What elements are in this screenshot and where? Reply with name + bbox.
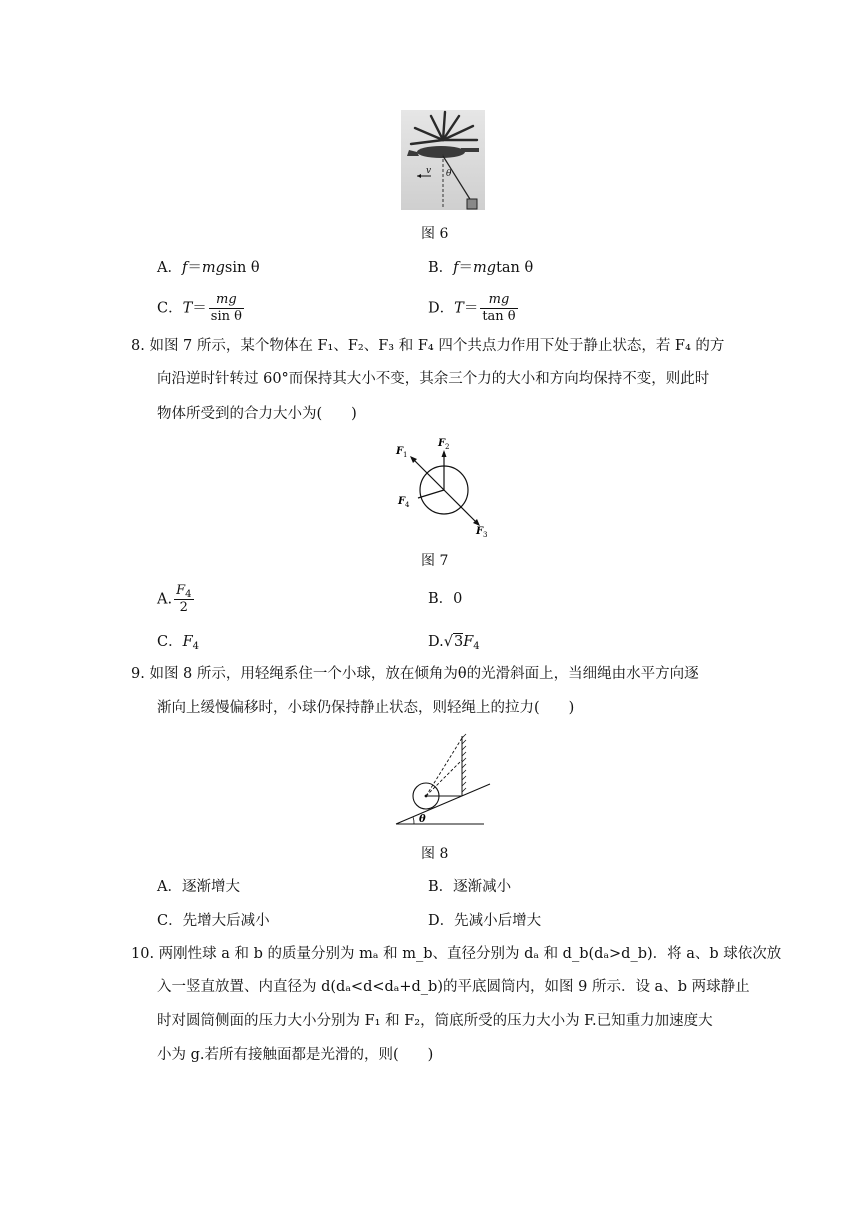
q7-option-c[interactable]: C．T＝ $\frac{mg}{\text{sin θ}}$ bbox=[157, 292, 242, 324]
q9-option-d[interactable]: D．先减小后增大 bbox=[428, 913, 542, 929]
q9-stem-line-2: 渐向上缓慢偏移时，小球仍保持静止状态，则轻绳上的拉力( ) bbox=[157, 700, 575, 716]
q8-option-c[interactable]: C．$F_4$ bbox=[157, 634, 200, 652]
q8-stem-line-3: 物体所受到的合力大小为( ) bbox=[157, 406, 357, 422]
q10-stem-line-4: 小为 g.若所有接触面都是光滑的，则( ) bbox=[157, 1047, 434, 1063]
figure-7-diagram bbox=[388, 432, 500, 540]
q8-option-d[interactable]: $D.√3F_4$ bbox=[428, 634, 480, 652]
q7-option-b[interactable]: B．f＝mgtan θ bbox=[428, 260, 534, 276]
figure-7-caption: 图 7 bbox=[421, 553, 449, 569]
force-label-f1-sub: 1 bbox=[403, 451, 408, 459]
q9-option-a[interactable]: A．逐渐增大 bbox=[157, 879, 240, 895]
force-label-f1: F bbox=[396, 446, 404, 457]
q8-stem-line-1: 8. 如图 7 所示，某个物体在 F₁、F₂、F₃ 和 F₄ 四个共点力作用下处于静止状态，若 F₄ 的方 bbox=[131, 338, 725, 354]
q7-option-d[interactable]: D．T＝ $\frac{mg}{\text{tan θ}}$ bbox=[428, 292, 516, 324]
incline-angle-label: θ bbox=[419, 814, 426, 825]
force-label-f3: F bbox=[476, 526, 484, 537]
q9-option-c[interactable]: C．先增大后减小 bbox=[157, 913, 270, 929]
q8-stem-line-2: 向沿逆时针转过 60°而保持其大小不变，其余三个力的大小和方向均保持不变，则此时 bbox=[157, 371, 710, 387]
force-label-f3-sub: 3 bbox=[483, 531, 488, 539]
fraction: $\frac{mg}{\text{sin θ}}$ bbox=[210, 292, 242, 324]
q7-option-a[interactable]: A．f＝mgsin θ bbox=[157, 260, 260, 276]
q8-option-a[interactable]: A. $\frac{F_4}{2}$ bbox=[157, 583, 192, 615]
force-label-f4: F bbox=[398, 496, 406, 507]
q8-option-b[interactable]: B．0 bbox=[428, 591, 463, 607]
fraction: $\frac{mg}{\text{tan θ}}$ bbox=[482, 292, 516, 324]
q9-option-b[interactable]: B．逐渐减小 bbox=[428, 879, 512, 895]
figure-8-diagram bbox=[392, 730, 494, 828]
sqrt-icon: √ bbox=[443, 634, 453, 650]
q9-stem-line-1: 9. 如图 8 所示，用轻绳系住一个小球，放在倾角为θ的光滑斜面上，当细绳由水平方向逐 bbox=[131, 666, 699, 682]
theta-label: θ bbox=[446, 169, 452, 179]
fraction: $\frac{F_4}{2}$ bbox=[176, 583, 192, 615]
q10-stem-line-2: 入一竖直放置、内直径为 d(dₐ<d<dₐ+d_b)的平底圆筒内，如图 9 所示．设 a、b 两球静止 bbox=[157, 979, 750, 995]
force-label-f2: F bbox=[438, 438, 446, 449]
figure-6-image bbox=[401, 110, 485, 210]
velocity-label: v bbox=[426, 166, 432, 176]
force-label-f4-sub: 4 bbox=[405, 501, 410, 509]
figure-6-caption: 图 6 bbox=[421, 226, 449, 242]
force-label-f2-sub: 2 bbox=[445, 443, 450, 451]
q10-stem-line-1: 10. 两刚性球 a 和 b 的质量分别为 mₐ 和 m_b、直径分别为 dₐ 和 d_b(dₐ>d_b)．将 a、b 球依次放 bbox=[131, 946, 782, 962]
figure-8-caption: 图 8 bbox=[421, 846, 449, 862]
helicopter-illustration bbox=[401, 110, 485, 210]
q10-stem-line-3: 时对圆筒侧面的压力大小分别为 F₁ 和 F₂，筒底所受的压力大小为 F.已知重力加速度大 bbox=[157, 1013, 713, 1029]
